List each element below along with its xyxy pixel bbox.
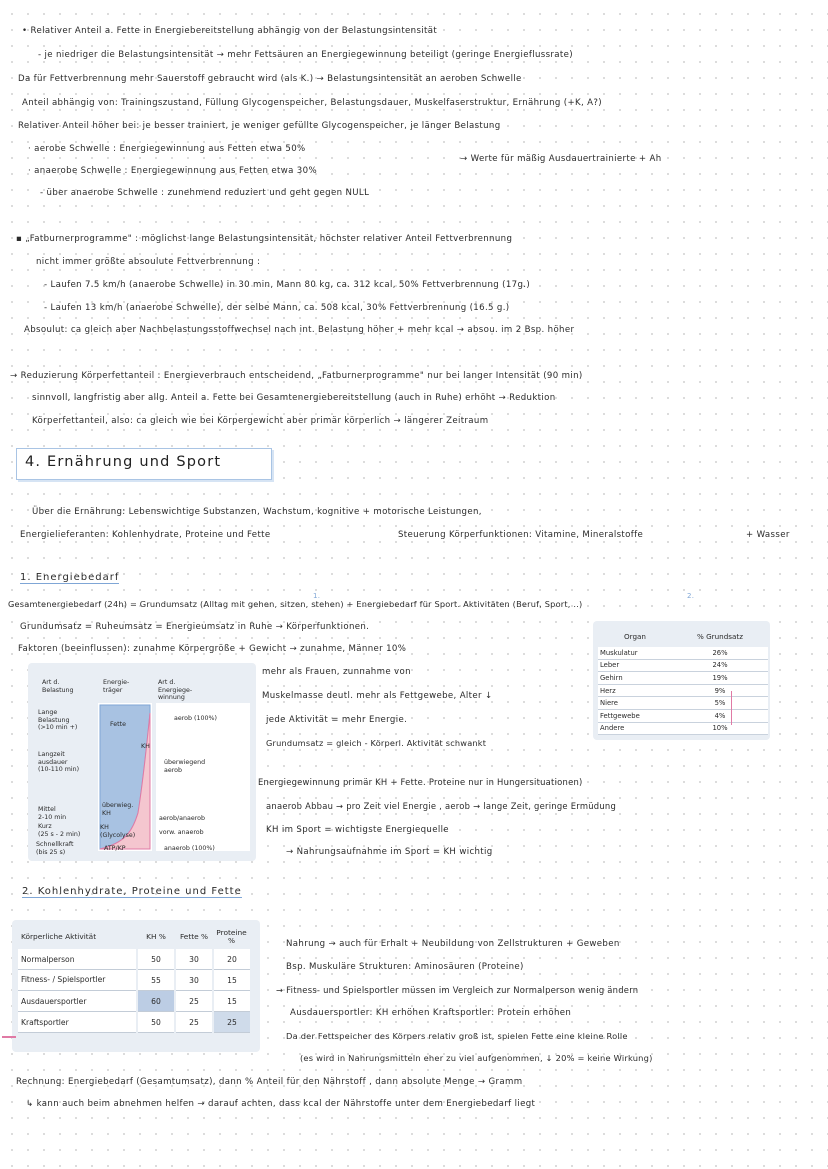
note-line: jede Aktivität = mehr Energie. xyxy=(266,715,408,725)
highlight-bracket xyxy=(731,691,732,725)
percent-cell: 10% xyxy=(672,722,768,735)
table-row xyxy=(18,970,250,991)
carrier-label: überwieg. KH xyxy=(102,802,134,817)
note-line: Absoulut: ca gleich aber Nachbelastungsstoffwechsel nach int. Belastung höher + mehr kcal → absou. im 2 Bsp. höher xyxy=(24,325,575,335)
carrier-label: Fette xyxy=(110,721,126,728)
text: „Fatburnerprogramme" : möglichst lange Belastungsintensität, höchster relativer Anteil Fettverbrennung xyxy=(25,234,513,244)
note-line: Muskelmasse deutl. mehr als Fettgewebe, Alter ↓ xyxy=(262,691,493,701)
table-row xyxy=(598,722,768,735)
note-line: · anaerobe Schwelle : Energiegewinnung aus Fetten etwa 30% xyxy=(28,166,317,176)
fat-cell: 25 xyxy=(175,1012,213,1033)
note-line: + Wasser xyxy=(746,530,790,540)
percent-cell: 19% xyxy=(672,672,768,685)
note-line: KH im Sport = wichtigste Energiequelle xyxy=(266,825,449,835)
organ-table-panel xyxy=(593,621,770,740)
note-line: Ausdauersportler: KH erhöhen Kraftsportler: Protein erhöhen xyxy=(290,1008,572,1018)
footnote-marker: 1. xyxy=(313,592,321,600)
activity-header: Körperliche Aktivität xyxy=(21,932,97,941)
organ-cell: Niere xyxy=(598,697,672,710)
text: Relativer Anteil a. Fette in Energiebereitstellung abhängig von der Belastungsintensität xyxy=(30,26,438,36)
note-line: ↳ kann auch beim abnehmen helfen → darauf achten, dass kcal der Nährstoffe unter dem Energiebedarf liegt xyxy=(26,1099,536,1109)
note-line: nicht immer größte absoulute Fettverbrennung : xyxy=(36,257,261,267)
row-label: Mittel 2-10 min xyxy=(38,806,67,821)
protein-cell: 25 xyxy=(213,1012,250,1033)
activity-cell: Normalperson xyxy=(18,949,137,970)
subheading-text: 1. Energiebedarf xyxy=(20,572,120,583)
table-row xyxy=(18,1012,250,1033)
note-line: Energiegewinnung primär KH + Fette. Proteine nur in Hungersituationen) xyxy=(258,777,583,787)
kh-header: KH % xyxy=(146,932,166,941)
fat-cell: 30 xyxy=(175,970,213,991)
nutrient-table-panel xyxy=(12,920,260,1052)
carrier-label: KH xyxy=(141,743,150,750)
kh-cell: 50 xyxy=(137,1012,175,1033)
section-heading: 4. Ernährung und Sport xyxy=(25,454,222,470)
protein-cell: 15 xyxy=(213,991,250,1012)
row-label: Kurz (25 s - 2 min) xyxy=(38,823,81,838)
col-header: Energie- träger xyxy=(103,679,130,694)
note-line: - Laufen 13 km/h (anaerobe Schwelle), der selbe Mann, ca. 508 kcal, 30% Fettverbrennung (16.5 g.) xyxy=(44,303,510,313)
note-line: Da der Fettspeicher des Körpers relativ groß ist, spielen Fette eine kleine Rolle xyxy=(286,1031,628,1041)
energy-diagram xyxy=(28,663,256,861)
table-row xyxy=(598,697,768,710)
organ-cell: Andere xyxy=(598,722,672,735)
protein-header: Proteine % xyxy=(216,928,247,945)
kh-cell: 55 xyxy=(137,970,175,991)
percent-cell: 9% xyxy=(672,684,768,697)
note-line: Energielieferanten: Kohlenhydrate, Proteine und Fette xyxy=(20,530,271,540)
footnote-marker: 2. xyxy=(687,592,695,600)
fat-cell: 30 xyxy=(175,949,213,970)
row-label: Schnellkraft (bis 25 s) xyxy=(36,841,74,856)
organ-cell: Herz xyxy=(598,684,672,697)
note-line: mehr als Frauen, zunnahme von xyxy=(262,667,411,677)
note-line: Bsp. Muskuläre Strukturen: Aminosäuren (Proteine) xyxy=(286,962,524,972)
percent-header: % Grundsatz xyxy=(696,631,744,641)
note-line: Gesamtenergiebedarf (24h) = Grundumsatz (Alltag mit gehen, sitzen, stehen) + Energiebedarf für Sport. Aktivitäten (Beruf, Sport, ..) xyxy=(8,599,583,609)
note-line xyxy=(22,24,437,38)
text: anaerobe Schwelle : Energiegewinnung aus Fetten etwa 30% xyxy=(34,166,317,176)
protein-cell: 15 xyxy=(213,970,250,991)
col-header: Art d. Belastung xyxy=(42,679,74,694)
note-line: sinnvoll, langfristig aber allg. Anteil a. Fette bei Gesamtenergiebereitstellung (auch in Ruhe) erhöht → Reduktion xyxy=(32,393,556,403)
percent-cell: 4% xyxy=(672,709,768,722)
note-line: (es wird in Nahrungsmitteln eher zu viel aufgenommen, ↓ 20% = keine Wirkung) xyxy=(300,1053,653,1063)
note-line: Nahrung → auch für Erhalt + Neubildung von Zellstrukturen + Geweben xyxy=(286,939,620,949)
note-line: Faktoren (beeinflussen): zunahme Körpergröße + Gewicht → zunahme, Männer 10% xyxy=(18,644,407,654)
organ-header: Organ xyxy=(623,631,646,641)
bullet-dot: • xyxy=(22,26,31,36)
table-row xyxy=(18,949,250,970)
organ-cell: Muskulatur xyxy=(598,647,672,659)
note-line: Da für Fettverbrennung mehr Sauerstoff gebraucht wird (als K.) → Belastungsintensität an aeroben Schwelle xyxy=(18,74,522,84)
percent-cell: 26% xyxy=(672,647,768,659)
subheading-energiebedarf xyxy=(20,572,119,583)
fat-header: Fette % xyxy=(179,932,209,941)
note-line: Über die Ernährung: Lebenswichtige Substanzen, Wachstum, kognitive + motorische Leistungen, xyxy=(32,507,482,517)
mode-label: überwiegend aerob xyxy=(164,759,206,774)
note-line: Grundumsatz = gleich - Körperl. Aktivität schwankt xyxy=(266,738,487,748)
note-line: → Werte für mäßig Ausdauertrainierte + Ah xyxy=(460,154,662,164)
col-header: Art d. Energiege- winnung xyxy=(158,679,193,701)
activity-cell: Kraftsportler xyxy=(18,1012,137,1033)
note-line: Anteil abhängig von: Trainingszustand, Füllung Glycogenspeicher, Belastungsdauer, Muskelfaserstruktur, Ernährung (+K, A?) xyxy=(22,98,603,108)
protein-cell: 20 xyxy=(213,949,250,970)
organ-cell: Gehirn xyxy=(598,672,672,685)
table-row xyxy=(598,659,768,672)
note-line: Grundumsatz = Ruheumsatz = Energieumsatz in Ruhe → Körperfunktionen. xyxy=(20,622,370,632)
mode-label: vorw. anaerob xyxy=(159,829,204,836)
percent-cell: 24% xyxy=(672,659,768,672)
kh-cell: 50 xyxy=(137,949,175,970)
note-line: → Reduzierung Körperfettanteil : Energieverbrauch entscheidend, „Fatburnerprogramme" nur bei langer Intensität (90 min) xyxy=(10,371,583,381)
organ-cell: Leber xyxy=(598,659,672,672)
row-label: Lange Belastung (>10 min +) xyxy=(38,709,78,731)
note-line: → Nahrungsaufnahme im Sport = KH wichtig xyxy=(286,847,493,857)
note-line: ▪ „Fatburnerprogramme" : möglichst lange Belastungsintensität, höchster relativer Anteil Fettverbrennung xyxy=(16,234,513,244)
note-line: Körperfettanteil, also: ca gleich wie bei Körpergewicht aber primär körperlich → längerer Zeitraum xyxy=(32,416,489,426)
table-row xyxy=(598,647,768,659)
activity-cell: Ausdauersportler xyxy=(18,991,137,1012)
row-label: Langzeit ausdauer (10-110 min) xyxy=(38,751,80,773)
carrier-label: KH (Glycolyse) xyxy=(100,824,136,839)
organ-table xyxy=(598,625,768,735)
note-line: - Laufen 7.5 km/h (anaerobe Schwelle) in 30 min, Mann 80 kg, ca. 312 kcal, 50% Fettverbrennung (17g.) xyxy=(44,280,531,290)
mode-label: anaerob (100%) xyxy=(164,845,215,852)
note-line: anaerob Abbau → pro Zeit viel Energie , aerob → lange Zeit, geringe Ermüdung xyxy=(266,801,617,811)
text: aerobe Schwelle : Energiegewinnung aus Fetten etwa 50% xyxy=(34,144,306,154)
kh-cell: 60 xyxy=(137,991,175,1012)
note-line: Rechnung: Energiebedarf (Gesamtumsatz), dann % Anteil für den Nährstoff , dann absolute Menge → Gramm xyxy=(16,1077,523,1087)
subheading-text: 2. Kohlenhydrate, Proteine und Fette xyxy=(22,886,242,897)
mode-label: aerob (100%) xyxy=(174,715,217,722)
percent-cell: 5% xyxy=(672,697,768,710)
organ-cell: Fettgewebe xyxy=(598,709,672,722)
note-line: - je niedriger die Belastungsintensität → mehr Fettsäuren an Energiegewinnung beteiligt (geringe Energieflussrate) xyxy=(38,50,573,60)
highlight-marker xyxy=(2,1036,16,1038)
subheading-nutrients xyxy=(22,886,242,897)
table-row xyxy=(598,709,768,722)
note-line: · aerobe Schwelle : Energiegewinnung aus Fetten etwa 50% xyxy=(28,144,306,154)
nutrient-table xyxy=(18,925,250,1033)
carrier-label: ATP/KP xyxy=(104,845,126,852)
note-line: - über anaerobe Schwelle : zunehmend reduziert und geht gegen NULL xyxy=(40,188,370,198)
table-row xyxy=(598,684,768,697)
note-line: Relativer Anteil höher bei: je besser trainiert, je weniger gefüllte Glycogenspeicher, je länger Belastung xyxy=(18,121,501,131)
note-line: Steuerung Körperfunktionen: Vitamine, Mineralstoffe xyxy=(398,530,644,540)
section-heading-box xyxy=(16,448,272,480)
table-row xyxy=(598,672,768,685)
note-line: → Fitness- und Spielsportler müssen im Vergleich zur Normalperson wenig ändern xyxy=(276,985,639,995)
fat-cell: 25 xyxy=(175,991,213,1012)
table-row xyxy=(18,991,250,1012)
mode-label: aerob/anaerob xyxy=(159,815,206,822)
activity-cell: Fitness- / Spielsportler xyxy=(18,970,137,991)
